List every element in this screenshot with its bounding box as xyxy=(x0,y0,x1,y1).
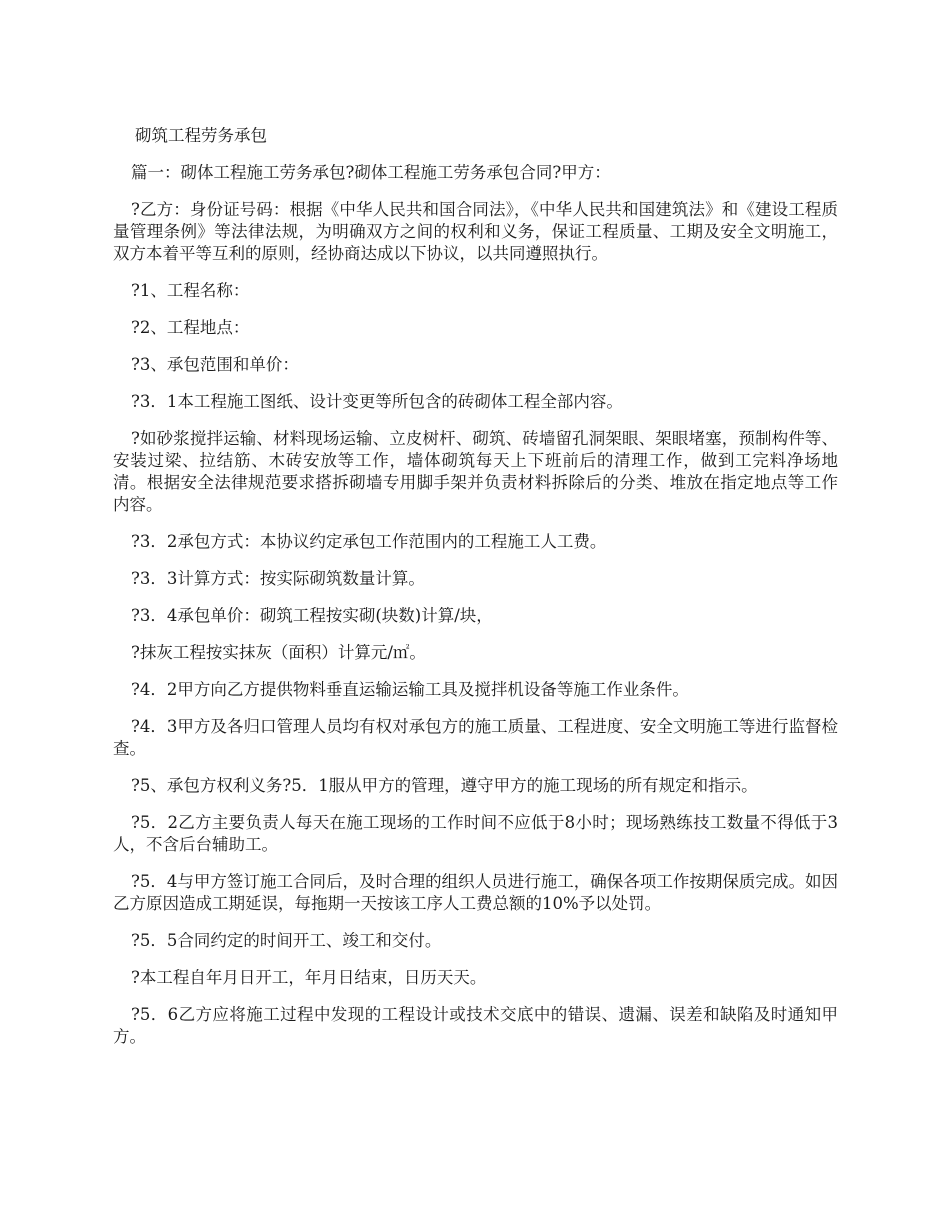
document-body xyxy=(113,125,838,1063)
paragraph-project-name: ?1、工程名称： xyxy=(131,281,250,300)
paragraph-5-5: ?5．5合同约定的时间开工、竣工和交付。 xyxy=(131,931,442,950)
paragraph-5-1: ?5、承包方权利义务?5．1服从甲方的管理，遵守甲方的施工现场的所有规定和指示。 xyxy=(131,776,758,795)
paragraph-intro: 篇一：砌体工程施工劳务承包?砌体工程施工劳务承包合同?甲方： xyxy=(131,163,611,182)
paragraph-3-1: ?3．1本工程施工图纸、设计变更等所包含的砖砌体工程全部内容。 xyxy=(131,392,623,411)
paragraph-3-3: ?3．3计算方式：按实际砌筑数量计算。 xyxy=(131,569,425,588)
paragraph-4-3: ?4．3甲方及各归口管理人员均有权对承包方的施工质量、工程进度、安全文明施工等进行监督检查。 xyxy=(113,717,838,758)
paragraph-scope-price: ?3、承包范围和单价： xyxy=(131,355,299,374)
paragraph-4-2: ?4．2甲方向乙方提供物料垂直运输运输工具及搅拌机设备等施工作业条件。 xyxy=(131,680,689,699)
paragraph-schedule: ?本工程自年月日开工，年月日结束，日历天天。 xyxy=(131,968,487,987)
paragraph-project-location: ?2、工程地点： xyxy=(131,318,250,337)
paragraph-3-4: ?3．4承包单价：砌筑工程按实砌(块数)计算/块， xyxy=(131,606,493,625)
paragraph-5-6: ?5．6乙方应将施工过程中发现的工程设计或技术交底中的错误、遗漏、误差和缺陷及时通知甲方。 xyxy=(113,1005,838,1046)
paragraph-work-content: ?如砂浆搅拌运输、材料现场运输、立皮树杆、砌筑、砖墙留孔洞架眼、架眼堵塞，预制构件等、安装过梁、拉结筋、木砖安放等工作，墙体砌筑每天上下班前后的清理工作，做到工完料净场地清。根据安全法律规范要求搭拆砌墙专用脚手架并负责材料拆除后的分类、堆放在指定地点等工作内容。 xyxy=(113,429,838,514)
paragraph-5-2: ?5．2乙方主要负责人每天在施工现场的工作时间不应低于8小时；现场熟练技工数量不得低于3人，不含后台辅助工。 xyxy=(113,813,838,854)
document-title: 砌筑工程劳务承包 xyxy=(135,126,267,145)
paragraph-5-4: ?5．4与甲方签订施工合同后，及时合理的组织人员进行施工，确保各项工作按期保质完成。如因乙方原因造成工期延误，每拖期一天按该工序人工费总额的10%予以处罚。 xyxy=(113,872,838,913)
paragraph-party-b: ?乙方：身份证号码：根据《中华人民共和国合同法》，《中华人民共和国建筑法》和《建设工程质量管理条例》等法律法规，为明确双方之间的权利和义务，保证工程质量、工期及安全文明施工，双方本着平等互利的原则，经协商达成以下协议，以共同遵照执行。 xyxy=(113,200,838,263)
paragraph-plastering: ?抹灰工程按实抹灰（面积）计算元/㎡。 xyxy=(131,643,426,662)
paragraph-3-2: ?3．2承包方式：本协议约定承包工作范围内的工程施工人工费。 xyxy=(131,532,607,551)
